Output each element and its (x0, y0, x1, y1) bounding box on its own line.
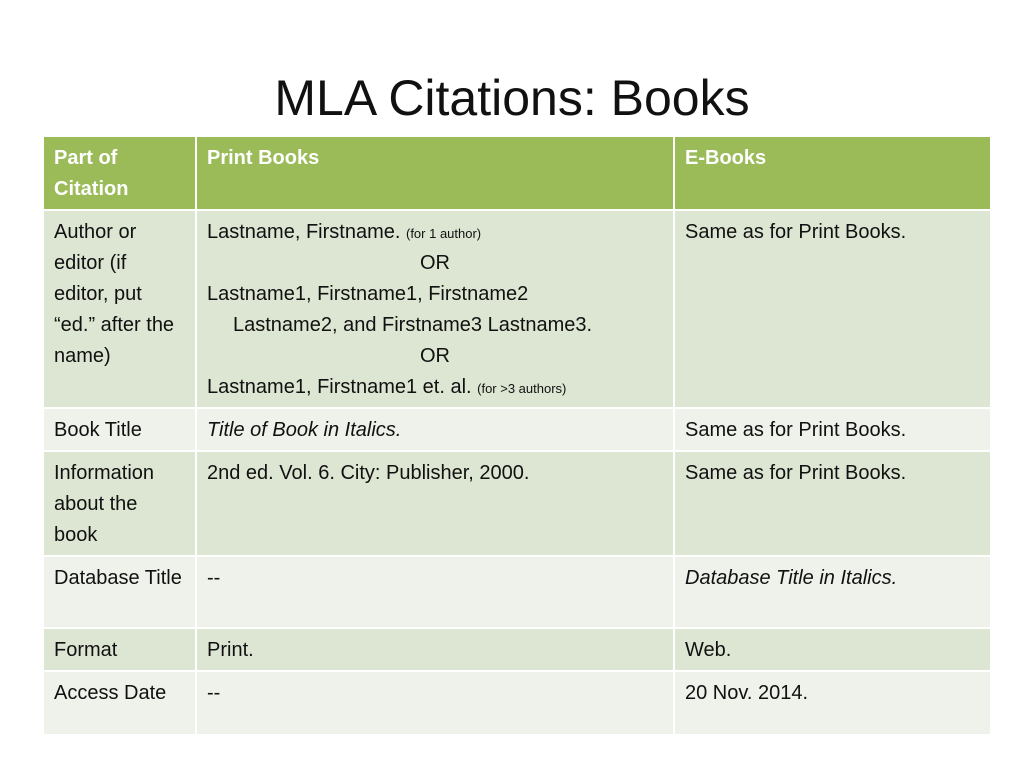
cell-book-title-print: Title of Book in Italics. (196, 408, 674, 451)
cell-format-part: Format (43, 628, 196, 671)
cell-access-date-print: -- (196, 671, 674, 735)
header-print-books: Print Books (196, 136, 674, 210)
cell-access-date-part: Access Date (43, 671, 196, 735)
cell-author-print (196, 210, 674, 408)
header-e-books: E-Books (674, 136, 991, 210)
cell-database-ebook: Database Title in Italics. (674, 556, 991, 628)
author-format-1-main: Lastname, Firstname. (207, 221, 401, 243)
table-row-book-title (43, 408, 991, 451)
author-format-4-note: (for >3 authors) (477, 381, 567, 396)
author-format-line-2: Lastname1, Firstname1, Firstname2 (207, 283, 529, 305)
author-format-1-note: (for 1 author) (405, 226, 482, 241)
cell-author-part: Author or editor (if editor, put “ed.” after the name) (43, 210, 196, 408)
table-row-author (43, 210, 991, 408)
cell-database-part: Database Title (43, 556, 196, 628)
or-separator-1: OR (420, 252, 450, 274)
cell-database-print: -- (196, 556, 674, 628)
author-format-line-1 (207, 217, 663, 248)
header-part-of-citation: Part of Citation (43, 136, 196, 210)
cell-information-ebook: Same as for Print Books. (674, 451, 991, 556)
citation-table (42, 135, 992, 736)
author-format-line-3: Lastname2, and Firstname3 Lastname3. (233, 314, 593, 336)
cell-information-print: 2nd ed. Vol. 6. City: Publisher, 2000. (196, 451, 674, 556)
cell-book-title-part: Book Title (43, 408, 196, 451)
cell-format-print: Print. (196, 628, 674, 671)
cell-access-date-ebook: 20 Nov. 2014. (674, 671, 991, 735)
cell-information-part: Information about the book (43, 451, 196, 556)
author-format-line-4 (207, 372, 663, 403)
or-separator-2: OR (420, 345, 450, 367)
table-row-access-date (43, 671, 991, 735)
cell-format-ebook: Web. (674, 628, 991, 671)
table-row-format (43, 628, 991, 671)
cell-book-title-ebook: Same as for Print Books. (674, 408, 991, 451)
table-row-database (43, 556, 991, 628)
author-format-4-main: Lastname1, Firstname1 et. al. (207, 376, 472, 398)
table-row-information (43, 451, 991, 556)
cell-author-ebook: Same as for Print Books. (674, 210, 991, 408)
slide-title: MLA Citations: Books (274, 70, 750, 126)
table-header-row (43, 136, 991, 210)
